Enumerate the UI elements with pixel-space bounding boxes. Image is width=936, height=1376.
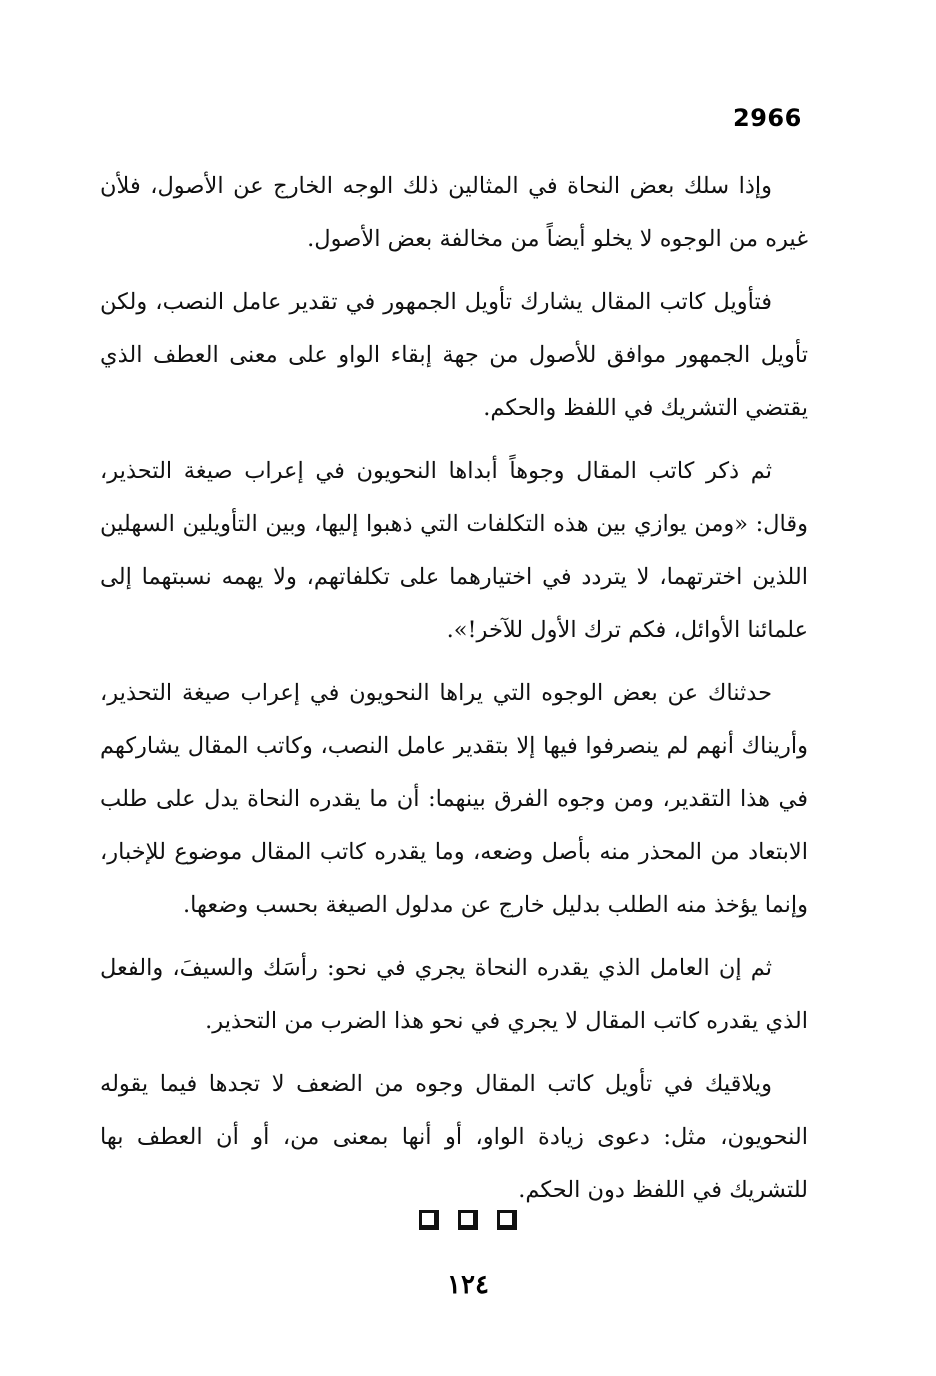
square-ornament-icon [458,1210,478,1230]
paragraph: ويلاقيك في تأويل كاتب المقال وجوه من الضعف لا تجدها فيما يقوله النحويون، مثل: دعوى زيادة الواو، أو أنها بمعنى من، أو أن العطف بها للتشريك في اللفظ دون الحكم. [100,1071,808,1203]
paragraph: وإذا سلك بعض النحاة في المثالين ذلك الوجه الخارج عن الأصول، فلأن غيره من الوجوه لا يخلو أيضاً من مخالفة بعض الأصول. [100,173,808,252]
paragraph: حدثناك عن بعض الوجوه التي يراها النحويون في إعراب صيغة التحذير، وأريناك أنهم لم ينصرفوا فيها إلا بتقدير عامل النصب، وكاتب المقال يشاركهم في هذا التقدير، ومن وجوه الفرق بينهما: أن ما يقدره النحاة يدل على طلب الابتعاد من المحذر منه بأصل وضعه، وما يقدره كاتب المقال موضوع للإخبار، وإنما يؤخذ منه الطلب بدليل خارج عن مدلول الصيغة بحسب وضعها. [100,680,808,918]
paragraph: ثم إن العامل الذي يقدره النحاة يجري في نحو: رأسَك والسيفَ، والفعل الذي يقدره كاتب المقال لا يجري في نحو هذا الضرب من التحذير. [100,955,808,1034]
paragraph: فتأويل كاتب المقال يشارك تأويل الجمهور في تقدير عامل النصب، ولكن تأويل الجمهور موافق للأصول من جهة إبقاء الواو على معنى العطف الذي يقتضي التشريك في اللفظ والحكم. [100,289,808,421]
square-ornament-icon [497,1210,517,1230]
section-separator [0,1210,936,1234]
article-body [100,160,808,1227]
square-ornament-icon [419,1210,439,1230]
header-number: 2966 [733,104,802,132]
page-number: ١٢٤ [447,1270,489,1300]
paragraph: ثم ذكر كاتب المقال وجوهاً أبداها النحويون في إعراب صيغة التحذير، وقال: «ومن يوازي بين هذه التكلفات التي ذهبوا إليها، وبين التأويلين السهلين اللذين اخترتهما، لا يتردد في اختيارهما على تكلفاتهم، ولا يهمه نسبتهما إلى علمائنا الأوائل، فكم ترك الأول للآخر!». [100,458,808,643]
